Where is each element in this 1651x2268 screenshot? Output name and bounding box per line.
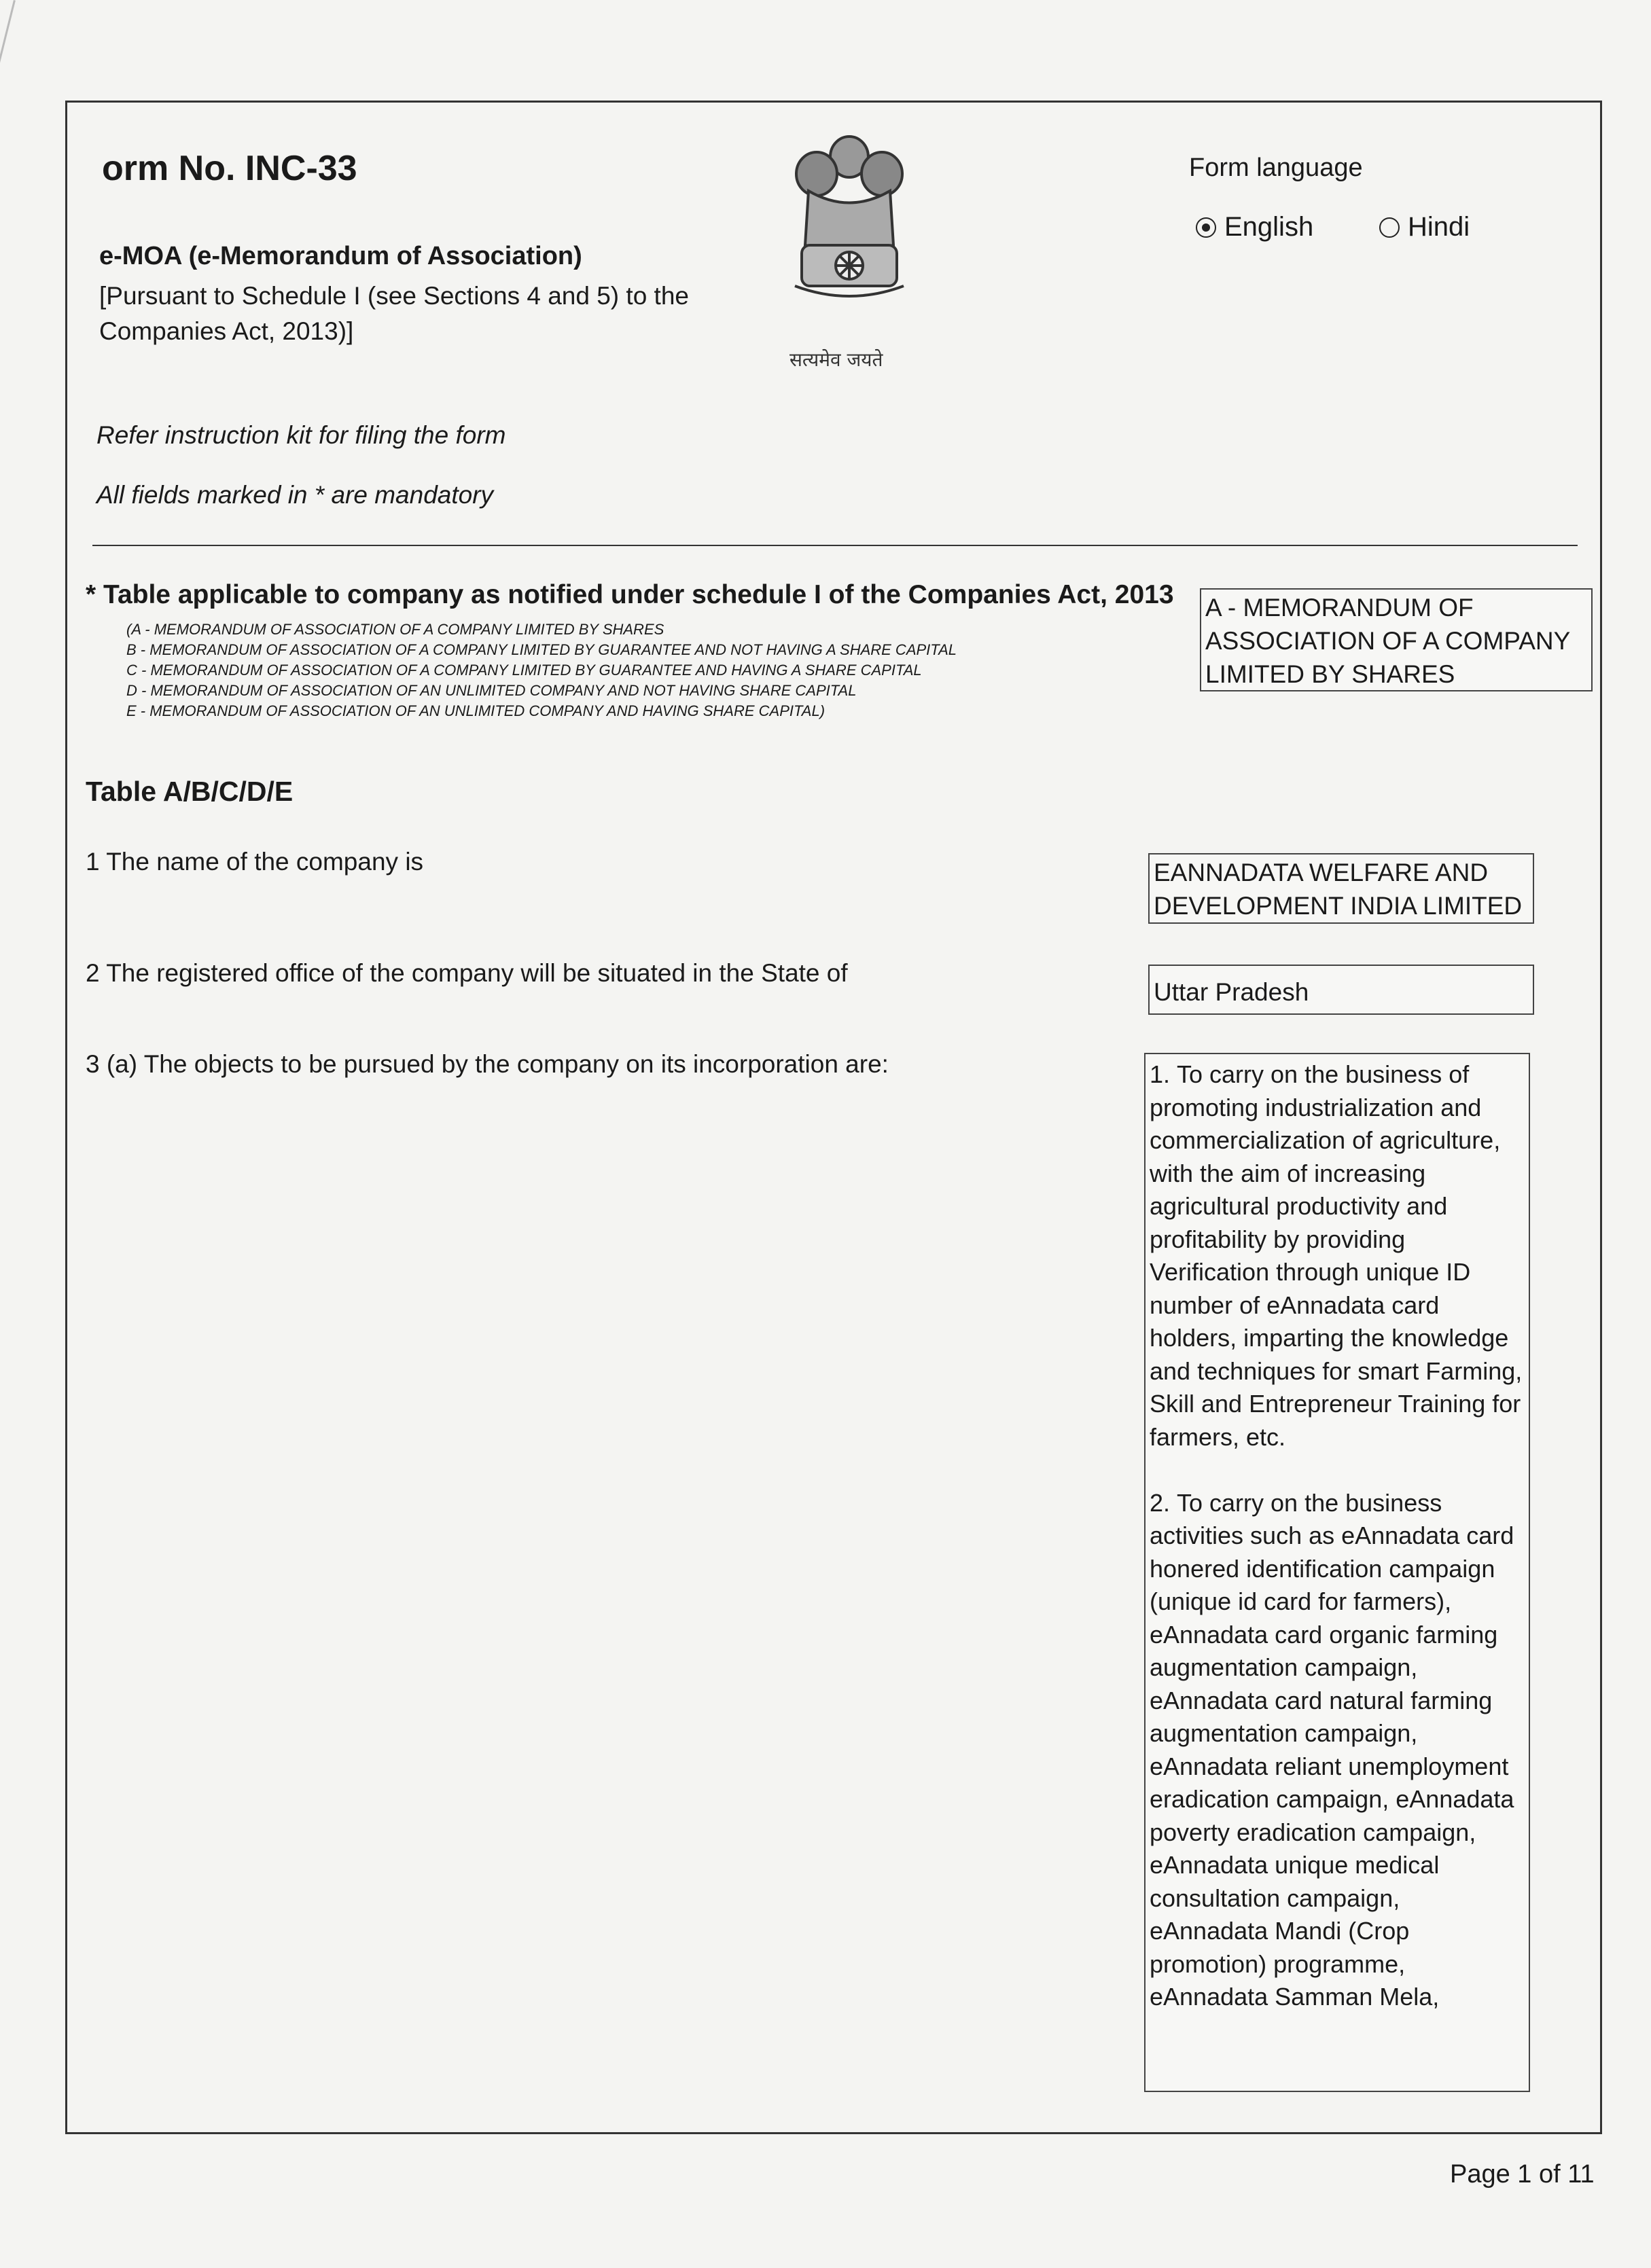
table-applicable-field[interactable]: A - MEMORANDUM OF ASSOCIATION OF A COMPANY LIMITED BY SHARES xyxy=(1200,588,1593,691)
instruction-mandatory: All fields marked in * are mandatory xyxy=(96,481,494,509)
table-option: (A - MEMORANDUM OF ASSOCIATION OF A COMPANY LIMITED BY SHARES xyxy=(126,621,664,638)
objects-field[interactable]: 1. To carry on the business of promoting industrialization and commercialization of agriculture, with the aim of increasing agricultural productivity and profitability by providing Verification through unique ID number of eAnnadata card holders, imparting the knowledge and techniques for smart Farming, Skill and Entrepreneur Training for farmers, etc. 2. To carry on the business activities such as eAnnadata card honered identification campaign (unique id card for farmers), eAnnadata card organic farming augmentation campaign, eAnnadata card natural farming augmentation campaign, eAnnadata reliant unemployment eradication campaign, eAnnadata poverty eradication campaign, eAnnadata unique medical consultation campaign, eAnnadata Mandi (Crop promotion) programme, eAnnadata Samman Mela, xyxy=(1144,1053,1530,2092)
form-subtitle: e-MOA (e-Memorandum of Association) xyxy=(99,242,582,270)
form-language-label: Form language xyxy=(1189,154,1363,182)
table-option: E - MEMORANDUM OF ASSOCIATION OF AN UNLIMITED COMPANY AND HAVING SHARE CAPITAL) xyxy=(126,702,826,719)
table-option: D - MEMORANDUM OF ASSOCIATION OF AN UNLIMITED COMPANY AND NOT HAVING SHARE CAPITAL xyxy=(126,682,857,699)
table-options-list xyxy=(126,619,957,721)
language-option-label: Hindi xyxy=(1408,212,1470,242)
table-heading: Table A/B/C/D/E xyxy=(86,776,294,807)
language-option-hindi[interactable] xyxy=(1379,212,1470,242)
radio-selected-icon[interactable] xyxy=(1196,217,1216,238)
company-name-field[interactable]: EANNADATA WELFARE AND DEVELOPMENT INDIA LIMITED xyxy=(1148,853,1534,924)
section-divider xyxy=(92,545,1578,546)
ashoka-emblem-icon xyxy=(781,126,917,330)
form-number: orm No. INC-33 xyxy=(102,149,357,188)
company-name-label: 1 The name of the company is xyxy=(86,848,424,876)
language-option-label: English xyxy=(1224,212,1314,242)
table-option: B - MEMORANDUM OF ASSOCIATION OF A COMPANY LIMITED BY GUARANTEE AND NOT HAVING A SHARE CAPITAL xyxy=(126,641,957,658)
table-applicable-title: * Table applicable to company as notified under schedule I of the Companies Act, 2013 xyxy=(86,580,1174,609)
state-field[interactable]: Uttar Pradesh xyxy=(1148,965,1534,1015)
scan-fold-line xyxy=(0,0,16,482)
radio-unselected-icon[interactable] xyxy=(1379,217,1400,238)
state-label: 2 The registered office of the company will be situated in the State of xyxy=(86,959,848,987)
table-option: C - MEMORANDUM OF ASSOCIATION OF A COMPANY LIMITED BY GUARANTEE AND HAVING A SHARE CAPITAL xyxy=(126,662,922,679)
instruction-refer: Refer instruction kit for filing the form xyxy=(96,421,506,449)
page-number: Page 1 of 11 xyxy=(1450,2160,1595,2189)
form-pursuant: [Pursuant to Schedule I (see Sections 4 and 5) to the Companies Act, 2013)] xyxy=(99,282,689,345)
emblem-motto: सत्यमेव जयते xyxy=(789,348,883,371)
language-option-english[interactable] xyxy=(1196,212,1313,242)
objects-label: 3 (a) The objects to be pursued by the company on its incorporation are: xyxy=(86,1050,889,1078)
